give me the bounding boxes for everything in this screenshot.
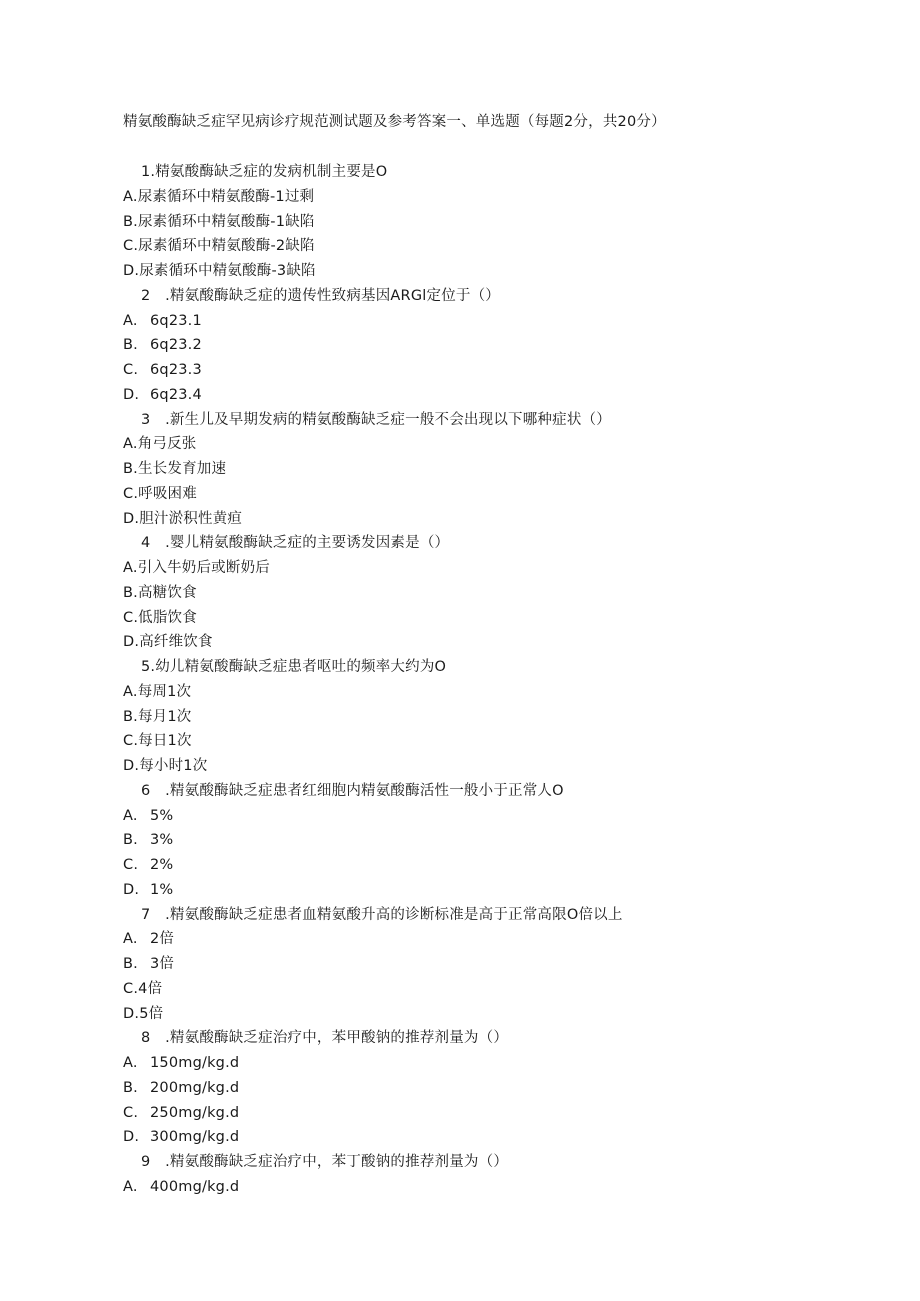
option-letter: A. <box>123 683 138 700</box>
answer-option <box>0 977 920 1002</box>
option-text: 低脂饮食 <box>138 609 197 626</box>
option-text: 高糖饮食 <box>137 584 197 601</box>
option-letter: C. <box>123 980 139 997</box>
option-text: 高纤维饮食 <box>139 634 213 651</box>
answer-option <box>0 581 920 606</box>
option-letter: D. <box>123 510 140 527</box>
option-letter: C. <box>123 362 139 378</box>
option-text: 每日1次 <box>138 733 192 750</box>
answer-option <box>0 1175 920 1200</box>
question-stem: 7 .精氨酸酶缺乏症患者血精氨酸升高的诊断标准是高于正常高限O倍以上 <box>141 906 623 923</box>
answer-option <box>0 680 920 705</box>
answer-option <box>0 457 920 482</box>
option-letter: D. <box>123 881 140 898</box>
answer-option <box>0 606 920 631</box>
option-text: 6q23.2 <box>150 337 202 354</box>
option-text: 6q23.3 <box>150 362 202 378</box>
answer-option <box>0 729 920 754</box>
question-stem: 5.幼儿精氨酸酶缺乏症患者呕吐的频率大约为O <box>141 659 447 675</box>
option-text: 尿素循环中精氨酸酶-2缺陷 <box>138 238 315 255</box>
option-text: 尿素循环中精氨酸酶-3缺陷 <box>139 263 316 279</box>
option-letter: C. <box>123 857 139 873</box>
option-letter: A. <box>123 188 138 205</box>
answer-option <box>0 952 920 977</box>
answer-option <box>0 1101 920 1126</box>
option-text: 5倍 <box>139 1005 164 1022</box>
option-text: 引入牛奶后或断奶后 <box>137 560 270 576</box>
answer-option <box>0 309 920 334</box>
option-text: 每周1次 <box>137 683 192 700</box>
option-letter: A. <box>123 807 138 824</box>
option-text: 每小时1次 <box>139 758 208 774</box>
question-stem: 2 .精氨酸酶缺乏症的遗传性致病基因ARGl定位于（） <box>141 287 500 304</box>
answer-option <box>0 1002 920 1027</box>
option-text: 呼吸困难 <box>138 485 197 502</box>
option-letter: C. <box>123 238 139 255</box>
option-text: 生长发育加速 <box>137 461 227 477</box>
option-letter: D. <box>123 1005 140 1022</box>
option-letter: C. <box>123 485 139 502</box>
answer-option <box>0 383 920 408</box>
option-letter: B. <box>123 213 138 230</box>
option-text: 3% <box>150 832 174 849</box>
option-text: 200mg∕kg.d <box>150 1079 240 1096</box>
option-text: 6q23.4 <box>150 386 202 403</box>
answer-option <box>0 1125 920 1150</box>
option-letter: B. <box>123 832 138 849</box>
answer-option <box>0 754 920 779</box>
option-letter: D. <box>123 758 140 774</box>
answer-option <box>0 804 920 829</box>
option-letter: C. <box>123 609 139 626</box>
question-stem: 3 .新生儿及早期发病的精氨酸酶缺乏症一般不会出现以下哪种症状（） <box>141 411 611 428</box>
answer-option <box>0 507 920 532</box>
option-text: 角弓反张 <box>137 436 197 453</box>
option-letter: C. <box>123 1104 139 1121</box>
option-letter: B. <box>123 337 138 354</box>
option-letter: A. <box>123 1178 138 1195</box>
option-text: 每月1次 <box>137 708 192 725</box>
answer-option <box>0 1076 920 1101</box>
option-letter: B. <box>123 584 138 601</box>
option-letter: B. <box>123 956 138 972</box>
option-letter: D. <box>123 1129 140 1146</box>
option-text: 尿素循环中精氨酸酶-1缺陷 <box>137 213 315 230</box>
option-text: 2% <box>150 857 174 873</box>
answer-option <box>0 358 920 383</box>
option-text: 250mg∕kg.d <box>150 1104 240 1121</box>
option-letter: C. <box>123 733 139 750</box>
option-text: 2倍 <box>150 931 175 948</box>
option-letter: D. <box>123 263 140 279</box>
answer-option <box>0 432 920 457</box>
option-letter: A. <box>123 931 138 948</box>
answer-option <box>0 853 920 878</box>
option-text: 5% <box>150 807 174 824</box>
option-letter: A. <box>123 312 138 329</box>
option-text: 尿素循环中精氨酸酶-1过剩 <box>137 188 315 205</box>
question-list <box>0 160 920 1200</box>
option-letter: D. <box>123 634 140 651</box>
option-letter: B. <box>123 708 138 725</box>
question-stem: 6 .精氨酸酶缺乏症患者红细胞内精氨酸酶活性一般小于正常人O <box>141 782 564 799</box>
answer-option <box>0 482 920 507</box>
question-stem: 4 .婴儿精氨酸酶缺乏症的主要诱发因素是（） <box>141 535 450 552</box>
answer-option <box>0 234 920 259</box>
option-text: 3倍 <box>150 956 175 972</box>
option-text: 400mg∕kg.d <box>150 1178 240 1195</box>
option-letter: A. <box>123 1055 138 1071</box>
option-letter: B. <box>123 1079 138 1096</box>
answer-option <box>0 705 920 730</box>
answer-option <box>0 878 920 903</box>
question-stem: 1.精氨酸酶缺乏症的发病机制主要是O <box>141 164 388 180</box>
answer-option <box>0 210 920 235</box>
answer-option <box>0 259 920 284</box>
answer-option <box>0 185 920 210</box>
answer-option <box>0 630 920 655</box>
option-text: 300mg∕kg.d <box>150 1129 240 1146</box>
option-text: 胆汁淤积性黄疸 <box>139 510 243 527</box>
answer-option <box>0 828 920 853</box>
option-text: 150mg∕kg.d <box>150 1055 240 1071</box>
option-text: 4倍 <box>138 980 163 997</box>
option-letter: A. <box>123 436 138 453</box>
option-letter: D. <box>123 386 140 403</box>
document-title: 精氨酸酶缺乏症罕见病诊疗规范测试题及参考答案一、单选题（每题2分，共20分） <box>123 114 666 130</box>
answer-option <box>0 927 920 952</box>
answer-option <box>0 556 920 581</box>
answer-option <box>0 333 920 358</box>
question-stem: 8 .精氨酸酶缺乏症治疗中，苯甲酸钠的推荐剂量为（） <box>141 1030 509 1047</box>
question-stem: 9 .精氨酸酶缺乏症治疗中，苯丁酸钠的推荐剂量为（） <box>141 1154 509 1170</box>
option-text: 1% <box>150 881 174 898</box>
answer-option <box>0 1051 920 1076</box>
option-letter: B. <box>123 461 138 477</box>
option-text: 6q23.1 <box>150 312 202 329</box>
option-letter: A. <box>123 560 138 576</box>
